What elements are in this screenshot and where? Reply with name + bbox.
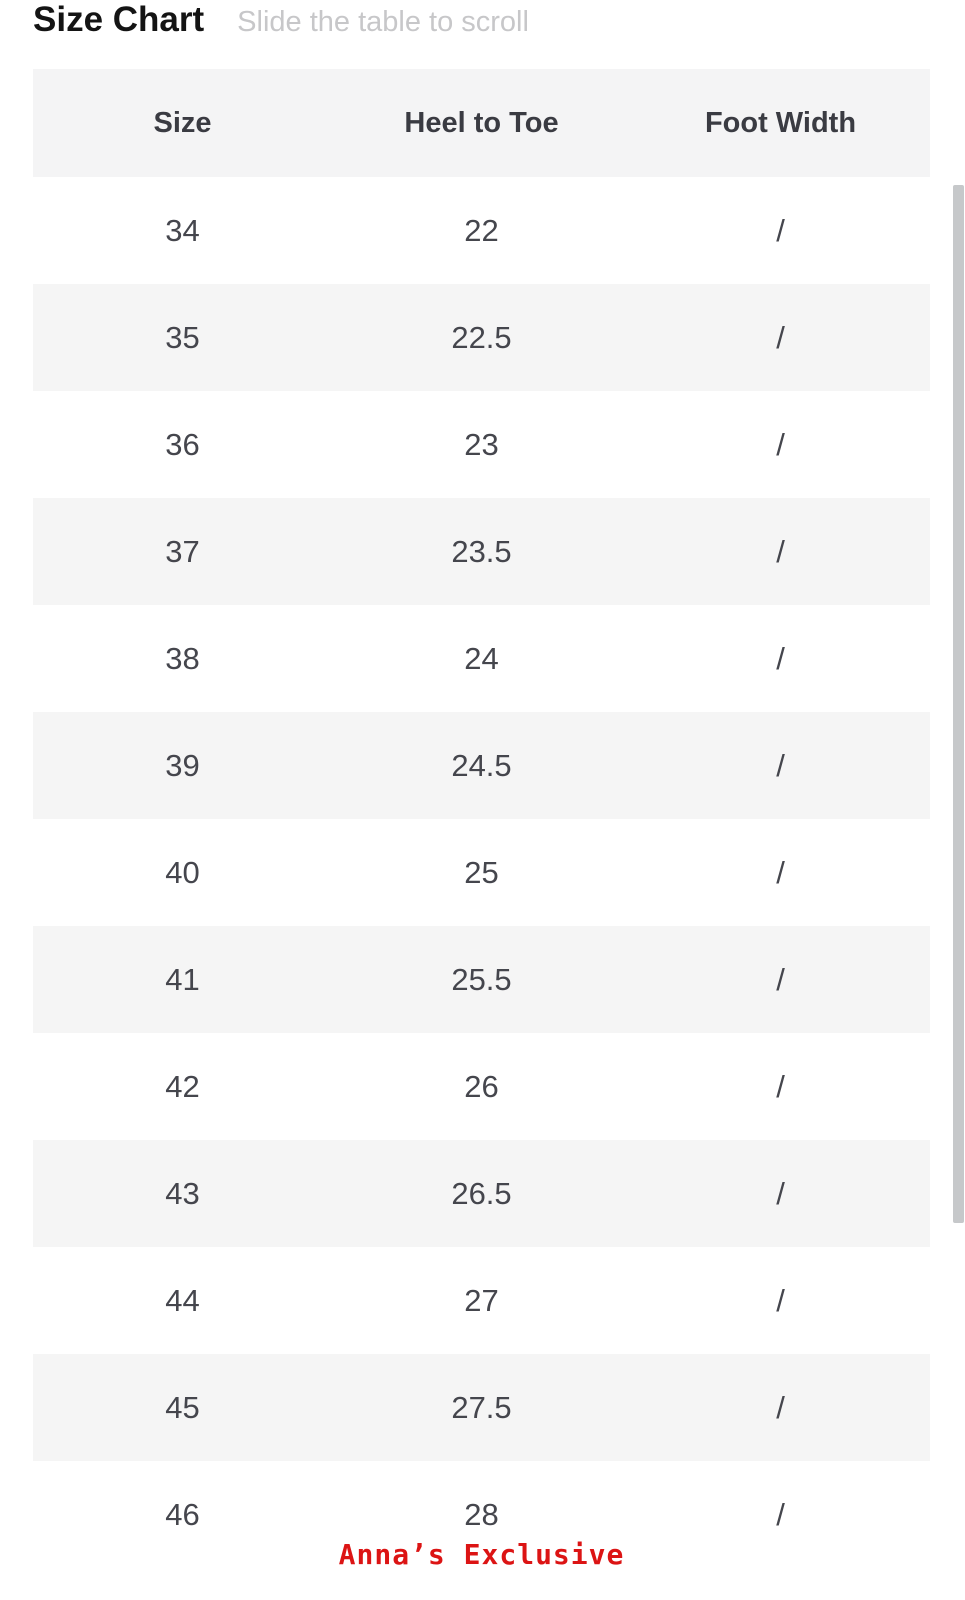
heel-to-toe-cell: 24 xyxy=(464,640,499,676)
table-row xyxy=(33,819,930,926)
table-row xyxy=(33,498,930,605)
foot-width-cell: / xyxy=(776,1496,785,1532)
watermark-text: Anna’s Exclusive xyxy=(338,1538,625,1571)
table-header-row xyxy=(33,69,930,177)
table-row xyxy=(33,1140,930,1247)
table-row xyxy=(33,926,930,1033)
table-row xyxy=(33,712,930,819)
scrollbar-track[interactable] xyxy=(952,177,965,1600)
size-cell: 44 xyxy=(165,1282,200,1318)
table-row xyxy=(33,1033,930,1140)
table-row xyxy=(33,1354,930,1461)
size-cell: 43 xyxy=(165,1175,200,1211)
heel-to-toe-cell: 26 xyxy=(464,1068,499,1104)
column-header-foot-width: Foot Width xyxy=(704,106,857,139)
table-row xyxy=(33,1247,930,1354)
size-cell: 41 xyxy=(165,961,200,997)
heel-to-toe-cell: 22.5 xyxy=(451,319,512,355)
scroll-hint-text: Slide the table to scroll xyxy=(237,6,529,38)
heel-to-toe-cell: 28 xyxy=(464,1496,499,1532)
foot-width-cell: / xyxy=(776,1389,785,1425)
size-cell: 35 xyxy=(165,319,200,355)
foot-width-cell: / xyxy=(776,1175,785,1211)
heel-to-toe-cell: 23.5 xyxy=(451,533,512,569)
foot-width-cell: / xyxy=(776,533,785,569)
foot-width-cell: / xyxy=(776,640,785,676)
size-cell: 34 xyxy=(165,212,200,248)
size-cell: 38 xyxy=(165,640,200,676)
heel-to-toe-cell: 25.5 xyxy=(451,961,512,997)
heel-to-toe-cell: 23 xyxy=(464,426,499,462)
size-cell: 40 xyxy=(165,854,200,890)
table-row xyxy=(33,177,930,284)
foot-width-cell: / xyxy=(776,747,785,783)
scrollbar-thumb[interactable] xyxy=(953,185,964,1223)
size-cell: 46 xyxy=(165,1496,200,1532)
table-body xyxy=(33,177,930,1568)
size-cell: 37 xyxy=(165,533,200,569)
table-row xyxy=(33,605,930,712)
size-cell: 36 xyxy=(165,426,200,462)
size-chart-table[interactable] xyxy=(33,69,930,1568)
page-title: Size Chart xyxy=(33,0,205,39)
table-row xyxy=(33,391,930,498)
foot-width-cell: / xyxy=(776,961,785,997)
column-header-heel-to-toe: Heel to Toe xyxy=(404,106,559,139)
foot-width-cell: / xyxy=(776,1282,785,1318)
foot-width-cell: / xyxy=(776,426,785,462)
size-cell: 42 xyxy=(165,1068,200,1104)
heel-to-toe-cell: 26.5 xyxy=(451,1175,512,1211)
heel-to-toe-cell: 22 xyxy=(464,212,499,248)
foot-width-cell: / xyxy=(776,319,785,355)
heel-to-toe-cell: 24.5 xyxy=(451,747,512,783)
page-header xyxy=(0,0,965,44)
column-header-size: Size xyxy=(153,106,212,139)
heel-to-toe-cell: 25 xyxy=(464,854,499,890)
heel-to-toe-cell: 27 xyxy=(464,1282,499,1318)
size-cell: 39 xyxy=(165,747,200,783)
size-cell: 45 xyxy=(165,1389,200,1425)
foot-width-cell: / xyxy=(776,1068,785,1104)
foot-width-cell: / xyxy=(776,212,785,248)
heel-to-toe-cell: 27.5 xyxy=(451,1389,512,1425)
table-row xyxy=(33,284,930,391)
foot-width-cell: / xyxy=(776,854,785,890)
